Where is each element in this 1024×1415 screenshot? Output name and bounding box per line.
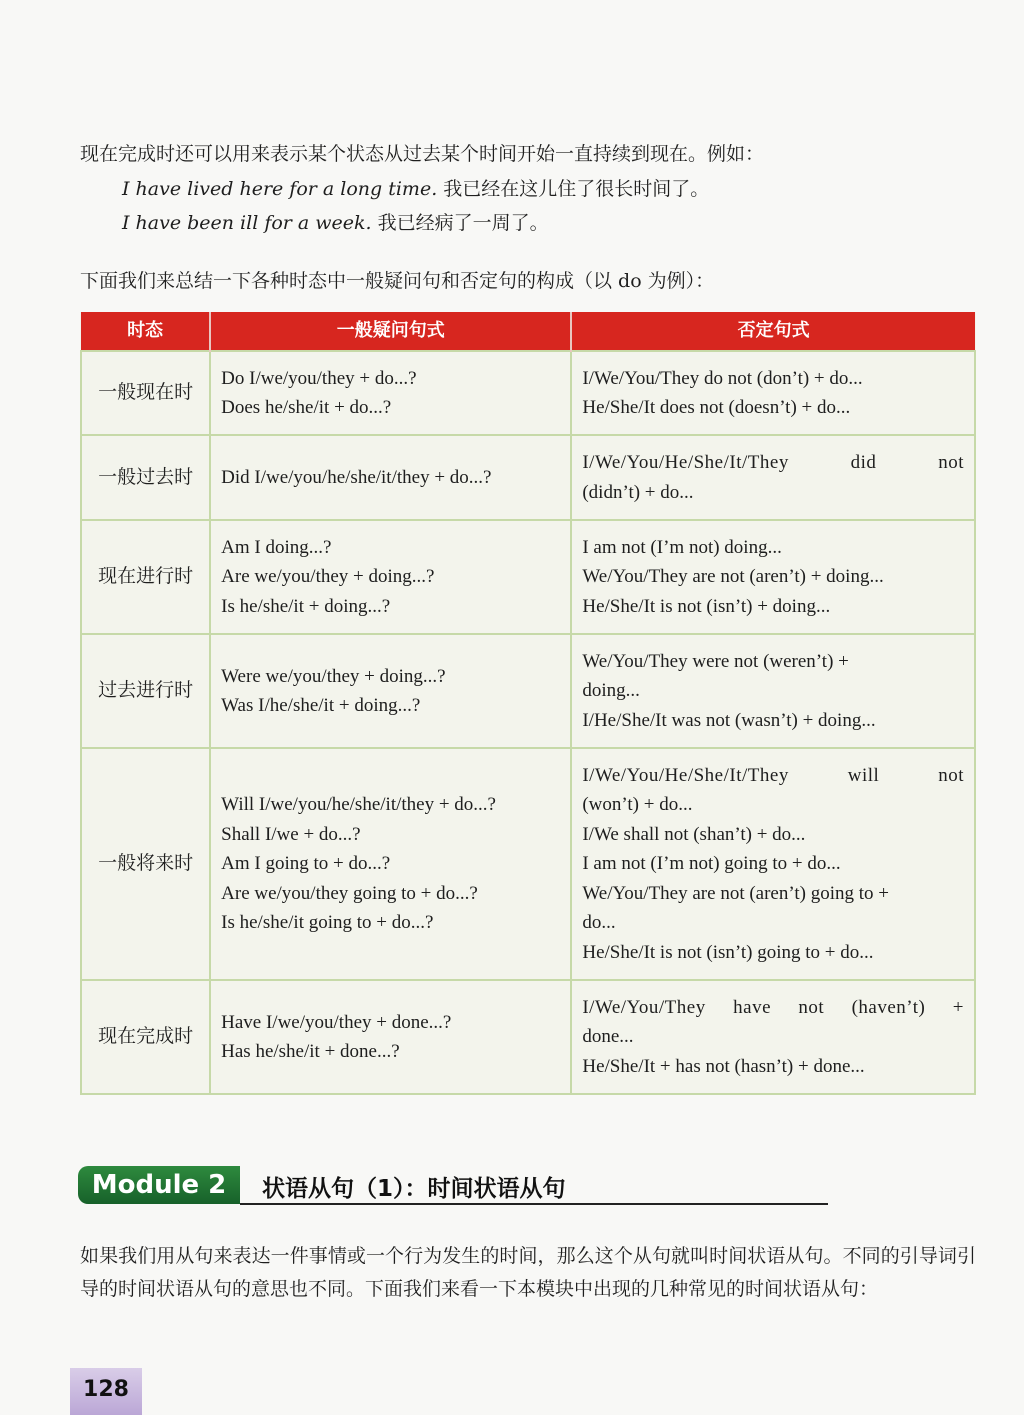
negative-line: We/You/They were not (weren’t) + [582,650,849,672]
example-english: I have lived here for a long time. [122,178,438,200]
negative-line: I/We/You/He/She/It/They will not [582,764,964,786]
question-line: Did I/we/you/he/she/it/they + do...? [221,466,492,488]
negative-forms [571,634,975,748]
summary-text: 下面我们来总结一下各种时态中一般疑问句和否定句的构成（以 do 为例）： [80,270,715,292]
negative-line: I am not (I’m not) doing... [582,536,782,558]
negative-line: We/You/They are not (aren’t) + doing... [582,566,884,588]
negative-line: He/She/It is not (isn’t) going to + do... [582,941,874,963]
table-row [81,748,975,980]
negative-forms [571,748,975,980]
negative-forms [571,435,975,520]
question-line: Are we/you/they + doing...? [221,566,435,588]
question-line: Shall I/we + do...? [221,823,361,845]
module-title-underline [240,1203,828,1205]
negative-line: (won’t) + do... [582,794,693,816]
intro-text: 现在完成时还可以用来表示某个状态从过去某个时间开始一直持续到现在。例如： [80,143,765,165]
negative-line: I/He/She/It was not (wasn’t) + doing... [582,709,876,731]
tense-table [80,312,976,1095]
example-chinese: 我已经在这儿住了很长时间了。 [443,178,710,200]
question-forms [210,980,571,1094]
tense-name: 一般过去时 [81,435,210,520]
question-forms [210,351,571,435]
table-row [81,351,975,435]
negative-line: He/She/It + has not (hasn’t) + done... [582,1055,865,1077]
negative-line: I/We shall not (shan’t) + do... [582,823,806,845]
table-row [81,634,975,748]
header-tense: 时态 [81,312,210,351]
table-row [81,980,975,1094]
question-line: Has he/she/it + done...? [221,1041,400,1062]
module-paragraph: 如果我们用从句来表达一件事情或一个行为发生的时间，那么这个从句就叫时间状语从句。不同的引导词引导的时间状语从句的意思也不同。下面我们来看一下本模块中出现的几种常见的时间状语从句： [80,1245,976,1300]
negative-line: done... [582,1026,634,1048]
negative-line: I/We/You/He/She/It/They did not [582,452,964,473]
negative-line: He/She/It is not (isn’t) + doing... [582,595,831,617]
header-negatives: 否定句式 [571,312,975,351]
question-forms [210,748,571,980]
negative-line: do... [582,912,616,934]
question-forms [210,435,571,520]
tense-name: 过去进行时 [81,634,210,748]
header-questions: 一般疑问句式 [210,312,571,351]
question-line: Do I/we/you/they + do...? [221,367,417,389]
negative-line: I am not (I’m not) going to + do... [582,853,841,875]
example-english: I have been ill for a week. [122,212,372,234]
table-header-row [81,312,975,351]
module-title: 状语从句（1）：时间状语从句 [262,1176,566,1202]
tense-name: 现在完成时 [81,980,210,1094]
negative-line: I/We/You/They have not (haven’t) + [582,996,964,1018]
table-row [81,520,975,634]
example-sentence-1 [122,174,709,201]
negative-line: doing... [582,680,640,702]
negative-forms [571,351,975,435]
table-row [81,435,975,520]
question-line: Am I going to + do...? [221,853,391,875]
example-sentence-2 [122,208,549,235]
negative-line: We/You/They are not (aren’t) going to + [582,882,889,904]
negative-line: I/We/You/They do not (don’t) + do... [582,367,863,389]
negative-line: He/She/It does not (doesn’t) + do... [582,397,851,418]
question-forms [210,520,571,634]
question-line: Does he/she/it + do...? [221,397,392,418]
page-number: 128 [70,1368,142,1415]
module-badge: Module 2 [78,1166,240,1204]
question-line: Is he/she/it going to + do...? [221,912,434,934]
example-chinese: 我已经病了一周了。 [377,212,549,234]
question-line: Am I doing...? [221,536,332,558]
tense-name: 现在进行时 [81,520,210,634]
tense-name: 一般将来时 [81,748,210,980]
question-line: Will I/we/you/he/she/it/they + do...? [221,794,496,816]
question-forms [210,634,571,748]
question-line: Is he/she/it + doing...? [221,595,391,617]
negative-line: (didn’t) + do... [582,481,694,503]
question-line: Have I/we/you/they + done...? [221,1011,452,1033]
negative-forms [571,520,975,634]
negative-forms [571,980,975,1094]
question-line: Are we/you/they going to + do...? [221,882,478,904]
question-line: Were we/you/they + doing...? [221,665,446,687]
tense-name: 一般现在时 [81,351,210,435]
question-line: Was I/he/she/it + doing...? [221,695,421,716]
